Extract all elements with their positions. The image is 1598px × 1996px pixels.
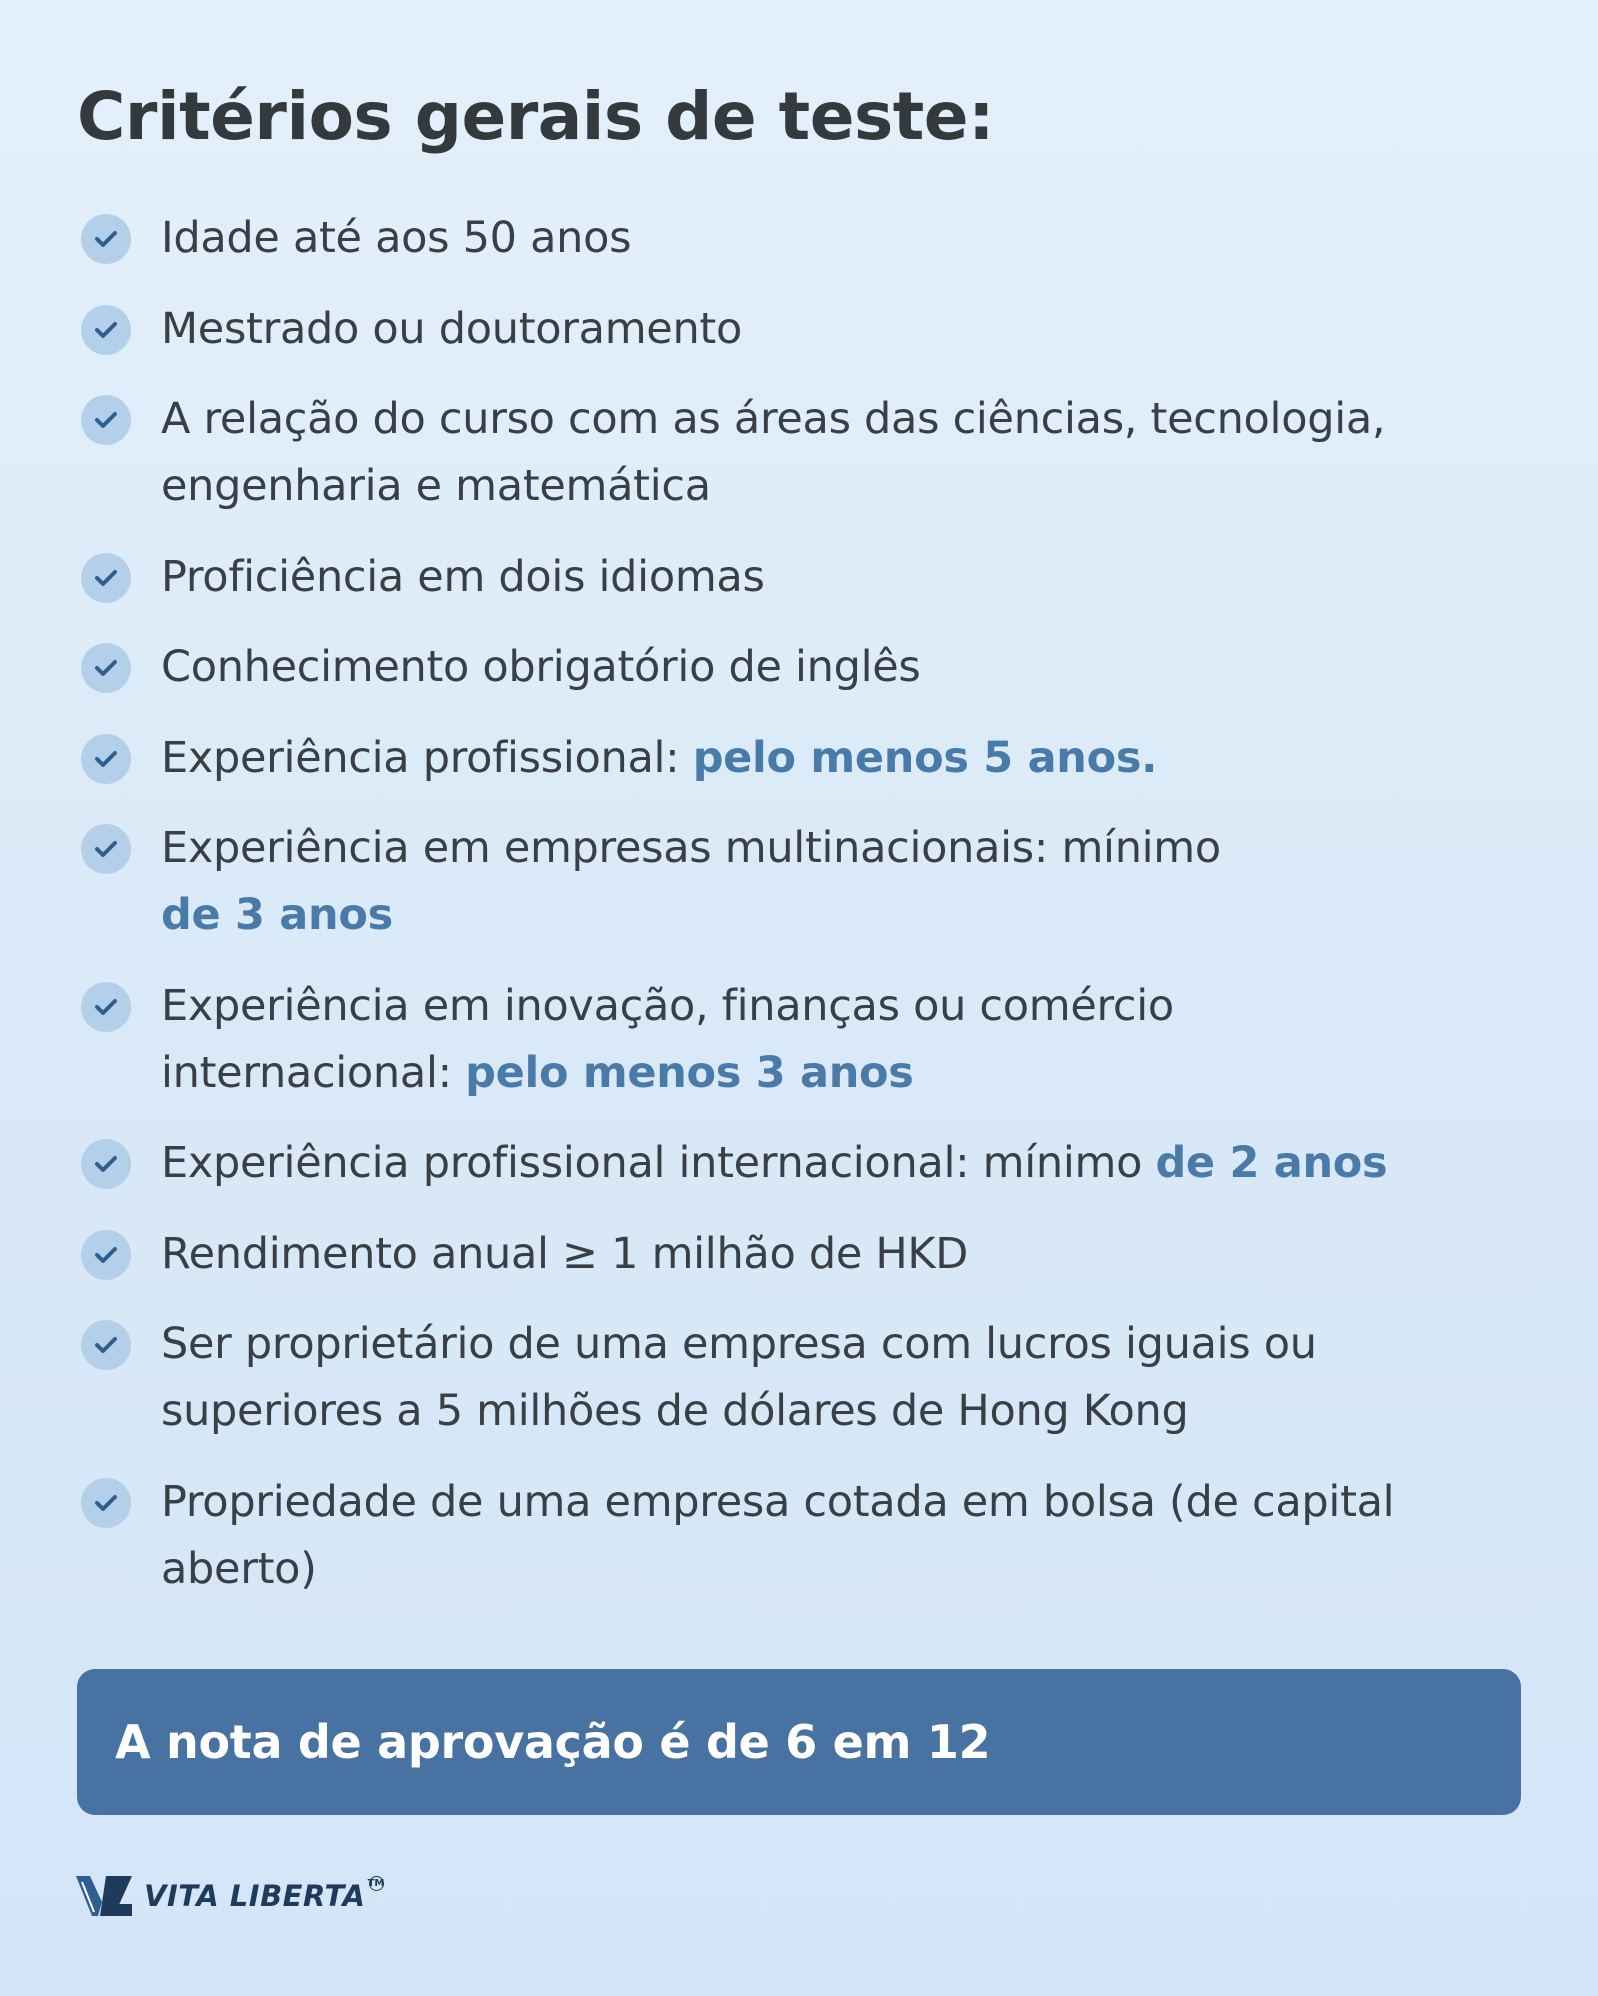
criteria-text: Ser proprietário de uma empresa com lucros iguais ou superiores a 5 milhões de dólares de Hong Kong <box>161 1319 1317 1436</box>
list-item <box>77 205 1537 272</box>
check-icon <box>81 1139 131 1189</box>
page-title: Critérios gerais de teste: <box>77 78 994 155</box>
list-item <box>77 815 1537 949</box>
banner-text: A nota de aprovação é de 6 em 12 <box>115 1715 991 1769</box>
logo-text: VITA LIBERTA <box>144 1879 366 1913</box>
trademark-symbol: TM <box>367 1877 385 1889</box>
criteria-list <box>77 205 1537 1626</box>
check-icon <box>81 734 131 784</box>
passing-score-banner <box>77 1669 1521 1815</box>
criteria-text: Experiência profissional internacional: mínimo <box>161 1138 1156 1188</box>
list-item <box>77 634 1537 701</box>
criteria-text: Experiência em inovação, finanças ou comércio internacional: <box>161 980 1174 1098</box>
list-item <box>77 1311 1537 1445</box>
list-item <box>77 1469 1537 1603</box>
list-item <box>77 973 1537 1107</box>
list-item <box>77 1221 1537 1288</box>
vita-liberta-logo-icon <box>76 1876 132 1916</box>
check-icon <box>81 1320 131 1370</box>
check-icon <box>81 395 131 445</box>
criteria-text: Experiência em empresas multinacionais: mínimo <box>161 823 1221 873</box>
check-icon <box>81 305 131 355</box>
list-item <box>77 544 1537 611</box>
criteria-highlight: pelo menos 3 anos <box>465 1047 914 1098</box>
check-icon <box>81 824 131 874</box>
criteria-text: Propriedade de uma empresa cotada em bolsa (de capital aberto) <box>161 1476 1395 1594</box>
brand-logo <box>76 1876 384 1916</box>
check-icon <box>81 643 131 693</box>
criteria-text: Conhecimento obrigatório de inglês <box>161 642 921 692</box>
check-icon <box>81 553 131 603</box>
criteria-highlight: de 3 anos <box>161 890 393 940</box>
list-item <box>77 296 1537 363</box>
list-item <box>77 386 1537 520</box>
criteria-text: A relação do curso com as áreas das ciências, tecnologia, engenharia e matemática <box>161 394 1386 511</box>
criteria-text: Mestrado ou doutoramento <box>161 303 742 354</box>
criteria-highlight: pelo menos 5 anos. <box>692 732 1158 783</box>
criteria-text: Rendimento anual ≥ 1 milhão de HKD <box>161 1228 969 1279</box>
criteria-text: Idade até aos 50 anos <box>161 213 632 263</box>
list-item <box>77 725 1537 792</box>
criteria-highlight: de 2 anos <box>1155 1138 1388 1188</box>
check-icon <box>81 1230 131 1280</box>
check-icon <box>81 214 131 264</box>
list-item <box>77 1130 1537 1197</box>
check-icon <box>81 982 131 1032</box>
criteria-text: Proficiência em dois idiomas <box>161 551 765 602</box>
check-icon <box>81 1478 131 1528</box>
criteria-text: Experiência profissional: <box>161 732 693 783</box>
